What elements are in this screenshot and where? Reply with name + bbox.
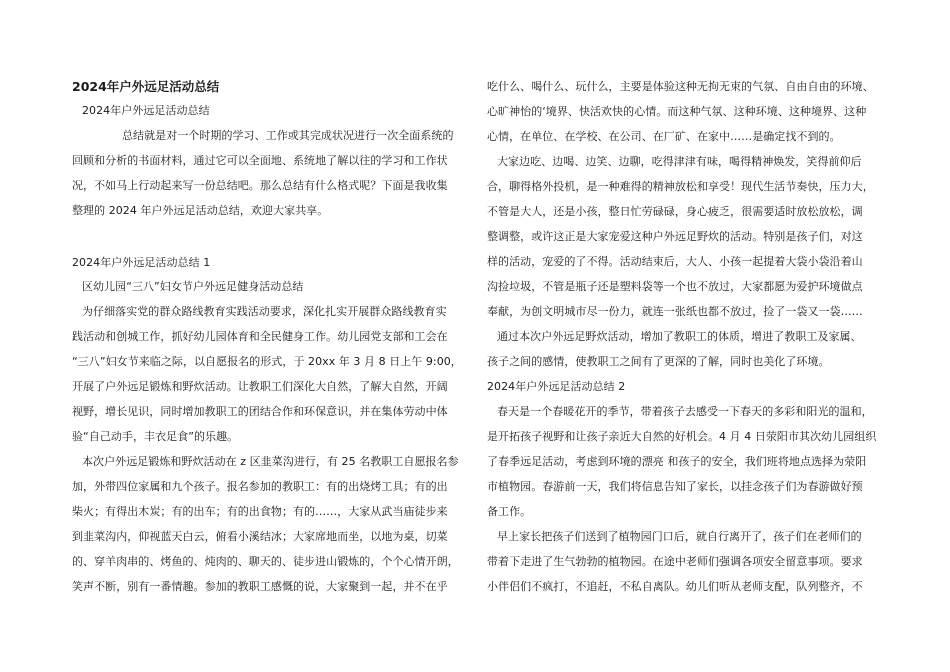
intro-line: 回顾和分析的书面材料，通过它可以全面地、系统地了解以往的学习和工作状 [72, 154, 448, 167]
intro-line: 整理的 2024 年户外远足活动总结，欢迎大家共享。 [72, 204, 329, 217]
body-line: 为仔细落实党的群众路线教育实践活动要求，深化扎实开展群众路线教育实 [82, 305, 447, 318]
section-heading-2: 2024年户外远足活动总结 2 [487, 380, 626, 393]
body-line: 大家边吃、边喝、边笑、边聊，吃得津津有味，喝得精神焕发，笑得前仰后 [497, 155, 862, 168]
body-line: 合，聊得格外投机，是一种难得的精神放松和享受！现代生活节奏快，压力大， [487, 180, 874, 193]
body-line: 样的活动，宠爱的了不得。活动结束后，大人、小孩一起提着大袋小袋沿着山 [487, 255, 863, 268]
document-title: 2024年户外远足活动总结 [72, 79, 220, 94]
body-line: 的、穿羊肉串的、烤鱼的、炖肉的、聊天的、徒步进山锻炼的，个个心情开朗， [72, 555, 459, 568]
body-line: 开展了户外远足锻炼和野炊活动。让教职工们深化大自然，了解大自然，开阔 [72, 380, 448, 393]
body-line: 加，外带四位家属和九个孩子。报名参加的教职工：有的出烧烤工具；有的出 [72, 480, 448, 493]
body-line: 笑声不断，别有一番情趣。参加的教职工感慨的说，大家聚到一起，并不在乎 [72, 580, 448, 593]
body-line: 是开拓孩子视野和让孩子亲近大自然的好机会。4 月 4 日荥阳市其次幼儿园组织 [487, 430, 877, 443]
body-line: 春天是一个春暖花开的季节，带着孩子去感受一下春天的多彩和阳光的温和， [497, 405, 873, 418]
body-line: “三八”妇女节来临之际，以自愿报名的形式，于 20xx 年 3 月 8 日上午 9:00， [72, 355, 462, 368]
body-line: 早上家长把孩子们送到了植物园门口后，就自行离开了，孩子们在老师们的 [497, 530, 862, 543]
body-line: 本次户外远足锻炼和野炊活动在 z 区韭菜沟进行，有 25 名教职工自愿报名参 [82, 455, 459, 468]
body-line: 践活动和创城工作，抓好幼儿园体育和全民健身工作。幼儿园党支部和工会在 [72, 330, 448, 343]
body-line: 了春季远足活动，考虑到环境的漂亮 和孩子的安全，我们班将地点选择为荥阳 [487, 455, 867, 468]
body-line: 柴火；有得出木炭；有的出车；有的出食物；有的……，大家从武当庙徒步来 [72, 505, 448, 518]
body-line: 到韭菜沟内，仰视蓝天白云，俯看小溪结冰；大家席地而坐，以地为桌，切菜 [72, 530, 448, 543]
body-line: 不管是大人，还是小孩，整日忙劳碌碌，身心疲乏，很需要适时放松放松，调 [487, 205, 863, 218]
body-line: 带着下走进了生气勃勃的植物园。在途中老师们强调各项安全留意事项。要求 [487, 555, 863, 568]
body-line: 小伴侣们不疯打，不追赶，不私自离队。幼儿们听从老师支配，队列整齐，不 [487, 580, 863, 593]
body-line: 通过本次户外远足野炊活动，增加了教职工的体质，增进了教职工及家属、 [497, 330, 862, 343]
section-heading-1: 2024年户外远足活动总结 1 [72, 256, 211, 269]
body-line: 心旷神怡的‘境界、快活欢快的心情。而这种气氛、这种环境、这种境界、这种 [487, 105, 867, 118]
intro-line: 总结就是对一个时期的学习、工作或其完成状况进行一次全面系统的 [122, 129, 454, 142]
body-line: 整调整，或许这正是大家宠爱这种户外远足野炊的活动。特别是孩子们，对这 [487, 230, 863, 243]
subtitle-line: 2024年户外远足活动总结 [82, 104, 210, 117]
body-line: 验“自己动手，丰衣足食”的乐趣。 [72, 430, 239, 443]
body-line: 心情，在单位、在学校、在公司、在厂矿、在家中……是确定找不到的。 [487, 130, 841, 143]
body-line: 视野，增长见识，同时增加教职工的团结合作和环保意识，并在集体劳动中体 [72, 405, 448, 418]
section-subtitle: 区幼儿园“三八”妇女节户外远足健身活动总结 [82, 280, 304, 293]
body-line: 市植物园。春游前一天，我们将信息告知了家长，以挂念孩子们为春游做好预 [487, 480, 863, 493]
body-line: 奉献，为创文明城市尽一份力，就连一张纸也都不放过，捡了一袋又一袋…… [487, 305, 863, 318]
body-line: 沟捡垃圾，不管是瓶子还是塑料袋等一个也不放过，大家都愿为爱护环境做点 [487, 280, 863, 293]
body-line: 吃什么、喝什么、玩什么，主要是体验这种无拘无束的气氛、自由自由的环境、 [487, 80, 874, 93]
intro-line: 况，不如马上行动起来写一份总结吧。那么总结有什么格式呢？下面是我收集 [72, 179, 448, 192]
body-line: 孩子之间的感情，使教职工之间有了更深的了解，同时也美化了环境。 [487, 355, 830, 368]
body-line: 备工作。 [487, 505, 532, 518]
